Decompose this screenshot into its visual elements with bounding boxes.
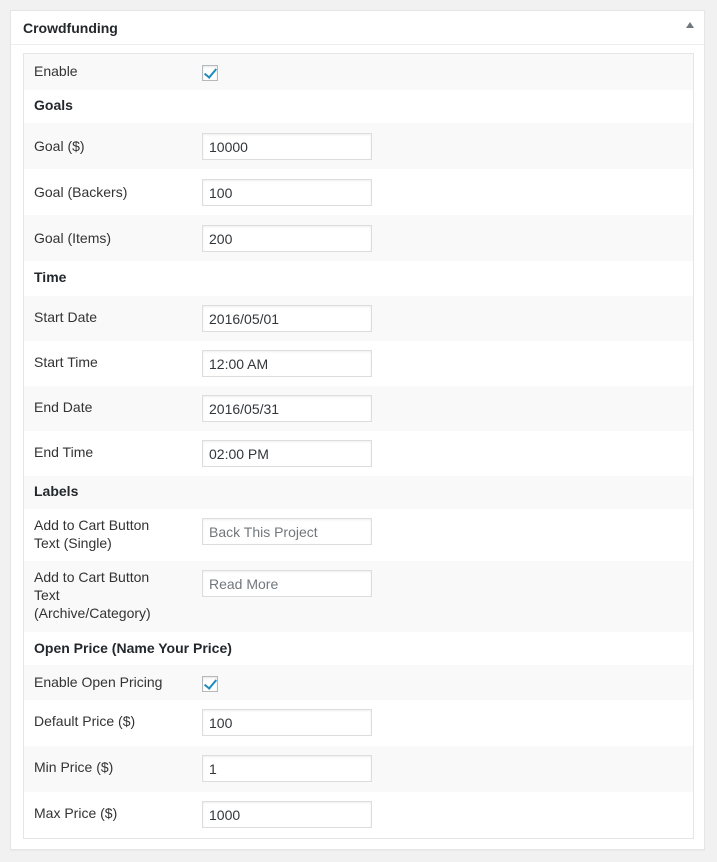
checkmark-icon (204, 676, 217, 690)
start-time-row (24, 341, 693, 386)
end-time-input[interactable] (202, 440, 372, 467)
goal-items-label: Goal (Items) (34, 230, 112, 246)
goal-backers-row (24, 169, 693, 215)
default-price-row (24, 700, 693, 746)
open-price-heading: Open Price (Name Your Price) (34, 640, 232, 656)
checkmark-icon (204, 65, 217, 79)
arrow-up-icon[interactable] (686, 22, 694, 28)
max-price-label: Max Price ($) (34, 805, 118, 821)
enable-row (24, 54, 693, 90)
cart-single-label: Add to Cart Button Text (Single) (34, 517, 150, 551)
max-price-input[interactable] (202, 801, 372, 828)
start-time-input[interactable] (202, 350, 372, 377)
enable-label: Enable (34, 63, 78, 79)
labels-section-row (24, 476, 693, 509)
goal-items-row (24, 215, 693, 261)
open-price-section-row (24, 632, 693, 665)
start-date-label: Start Date (34, 309, 98, 325)
end-date-input[interactable] (202, 395, 372, 422)
metabox-title: Crowdfunding (23, 20, 118, 36)
time-section-row (24, 261, 693, 296)
default-price-label: Default Price ($) (34, 713, 136, 729)
open-pricing-enable-label: Enable Open Pricing (34, 674, 163, 690)
goal-amount-input[interactable] (202, 133, 372, 160)
goals-heading: Goals (34, 97, 73, 113)
cart-archive-label: Add to Cart Button Text (Archive/Category) (34, 569, 151, 621)
end-date-row (24, 386, 693, 431)
goal-backers-input[interactable] (202, 179, 372, 206)
end-time-row (24, 431, 693, 476)
labels-heading: Labels (34, 483, 79, 499)
cart-archive-input[interactable] (202, 570, 372, 597)
min-price-input[interactable] (202, 755, 372, 782)
max-price-row (24, 792, 693, 838)
default-price-input[interactable] (202, 709, 372, 736)
goal-amount-label: Goal ($) (34, 138, 85, 154)
start-date-input[interactable] (202, 305, 372, 332)
cart-single-row (24, 509, 693, 561)
start-date-row (24, 296, 693, 341)
end-time-label: End Time (34, 444, 94, 460)
cart-archive-row (24, 561, 693, 632)
min-price-label: Min Price ($) (34, 759, 114, 775)
goal-backers-label: Goal (Backers) (34, 184, 128, 200)
min-price-row (24, 746, 693, 792)
cart-single-input[interactable] (202, 518, 372, 545)
metabox-header[interactable] (11, 11, 704, 45)
enable-checkbox[interactable] (202, 65, 218, 81)
goal-amount-row (24, 123, 693, 169)
start-time-label: Start Time (34, 354, 98, 370)
open-pricing-enable-row (24, 665, 693, 700)
metabox-content (23, 53, 694, 839)
goals-section-row (24, 90, 693, 123)
time-heading: Time (34, 269, 67, 285)
goal-items-input[interactable] (202, 225, 372, 252)
open-pricing-checkbox[interactable] (202, 676, 218, 692)
crowdfunding-metabox (10, 10, 705, 850)
end-date-label: End Date (34, 399, 93, 415)
